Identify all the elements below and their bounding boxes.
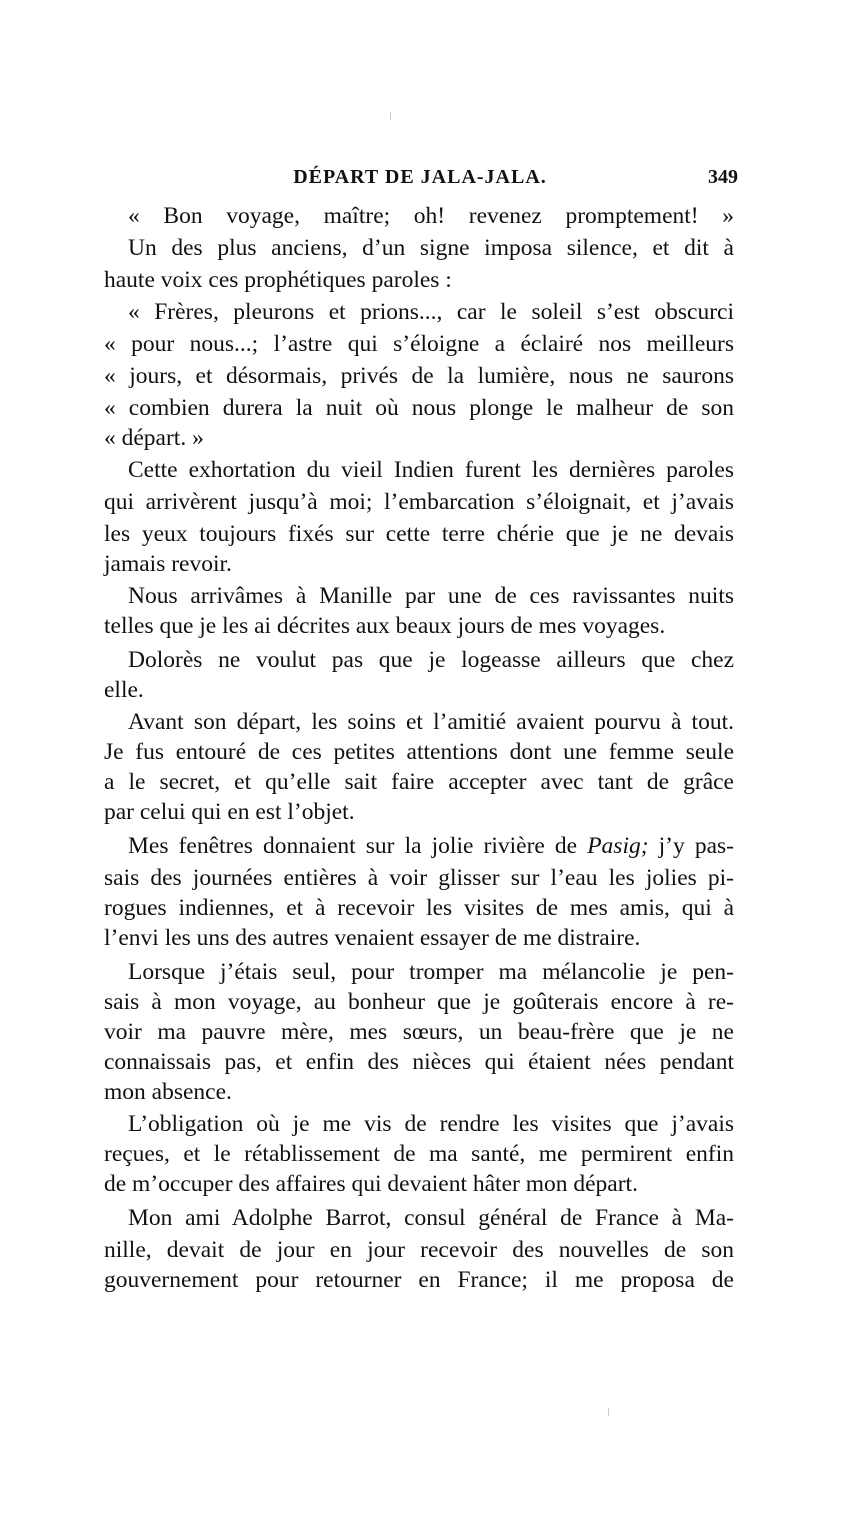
text-line: Mon ami Adolphe Barrot, consul général de France à Ma- <box>128 1205 734 1231</box>
text-line: nille, devait de jour en jour recevoir des nouvelles de son <box>104 1237 734 1263</box>
text-line: voir ma pauvre mère, mes sœurs, un beau-frère que je ne <box>104 1019 734 1045</box>
text-line: sais à mon voyage, au bonheur que je goûterais encore à re- <box>104 989 734 1015</box>
text-line: « jours, et désormais, privés de la lumière, nous ne saurons <box>104 363 734 389</box>
text-line: Avant son départ, les soins et l’amitié avaient pourvu à tout. <box>128 709 734 735</box>
text-line: telles que je les ai décrites aux beaux jours de mes voyages. <box>104 613 666 639</box>
text-line: « Frères, pleurons et prions..., car le soleil s’est obscurci <box>128 299 734 325</box>
text-line: de m’occuper des affaires qui devaient hâter mon départ. <box>104 1171 638 1197</box>
text-line-with-italic <box>128 830 734 862</box>
text-line: Nous arrivâmes à Manille par une de ces ravissantes nuits <box>128 583 734 609</box>
text-line: Dolorès ne voulut pas que je logeasse ailleurs que chez <box>128 647 734 673</box>
italic-place-name: Pasig; <box>587 833 649 859</box>
top-speck <box>390 112 391 120</box>
text-line: « pour nous...; l’astre qui s’éloigne a éclairé nos meilleurs <box>104 331 734 357</box>
text-line: reçues, et le rétablissement de ma santé, me permirent enfin <box>104 1141 734 1167</box>
text-line: L’obligation où je me vis de rendre les visites que j’avais <box>128 1111 734 1137</box>
text-line: haute voix ces prophétiques paroles : <box>104 267 452 293</box>
text-line: rogues indiennes, et à recevoir les visites de mes amis, qui à <box>104 895 734 921</box>
text-line: les yeux toujours fixés sur cette terre chérie que je ne devais <box>104 521 734 547</box>
text-line: Un des plus anciens, d’un signe imposa silence, et dit à <box>128 235 734 261</box>
text-line: « départ. » <box>104 425 204 451</box>
text-line: l’envi les uns des autres venaient essayer de me distraire. <box>104 925 641 951</box>
running-head <box>100 166 740 196</box>
text-line: connaissais pas, et enfin des nièces qui étaient nées pendant <box>104 1049 734 1075</box>
text-line: Je fus entouré de ces petites attentions dont une femme seule <box>104 739 734 765</box>
text-line: jamais revoir. <box>104 551 232 577</box>
page-number: 349 <box>708 166 738 188</box>
text-line: gouvernement pour retourner en France; il me proposa de <box>104 1267 734 1293</box>
text-segment: j’y pas- <box>658 833 734 859</box>
text-line: sais des journées entières à voir glisser sur l’eau les jolies pi- <box>104 865 734 891</box>
text-line: « Bon voyage, maître; oh! revenez promptement! » <box>128 203 734 229</box>
text-line: a le secret, et qu’elle sait faire accepter avec tant de grâce <box>104 769 734 795</box>
text-segment: Mes fenêtres donnaient sur la jolie rivière de <box>128 833 578 859</box>
text-line: Cette exhortation du vieil Indien furent les dernières paroles <box>128 457 734 483</box>
text-line: « combien durera la nuit où nous plonge le malheur de son <box>104 395 734 421</box>
bottom-speck <box>608 1408 609 1416</box>
text-line: qui arrivèrent jusqu’à moi; l’embarcation s’éloignait, et j’avais <box>104 489 734 515</box>
text-line: elle. <box>104 677 144 703</box>
text-line: mon absence. <box>104 1079 232 1105</box>
text-line: par celui qui en est l’objet. <box>104 799 355 825</box>
running-title: DÉPART DE JALA-JALA. <box>293 166 547 188</box>
text-line: Lorsque j’étais seul, pour tromper ma mélancolie je pen- <box>128 959 734 985</box>
